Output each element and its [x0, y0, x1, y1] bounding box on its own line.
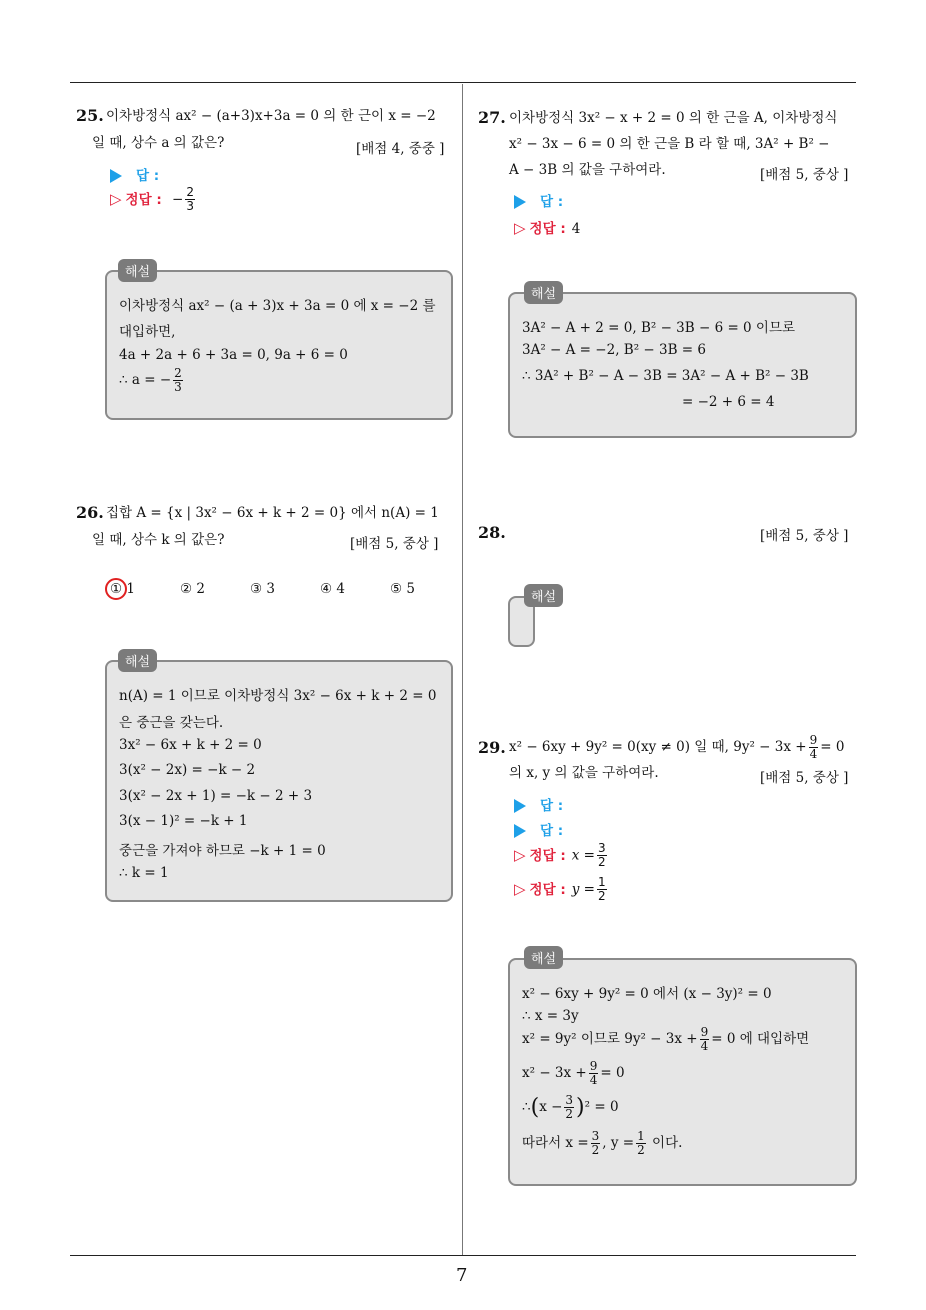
q25-solution-box	[105, 270, 453, 420]
q25-text-line2: 일 때, 상수 a 의 값은?	[92, 135, 225, 151]
correct-label: 정답 :	[529, 847, 566, 864]
q25-text-line1: 이차방정식 ax² − (a+3)x+3a = 0 의 한 근이 x = −2	[106, 108, 436, 124]
q26-sol-line2: 은 중근을 갖는다.	[119, 715, 224, 731]
q26-choice-1[interactable]: ① 1	[110, 581, 135, 597]
q27-points: [배점 5, 중상 ]	[760, 167, 849, 183]
q29-text-line2: 의 x, y 의 값을 구하여라.	[509, 765, 659, 781]
q26-text-line1: 집합 A = {x | 3x² − 6x + k + 2 = 0} 에서 n(A) = 1	[106, 505, 439, 521]
q29-sol-line2: ∴ x = 3y	[522, 1008, 579, 1024]
q26-sol-line5: 3(x² − 2x + 1) = −k − 2 + 3	[119, 788, 313, 804]
q29-correct-row-1: ▷ 정답 : x = $\frac{3}{2}$	[514, 841, 606, 869]
q29-points: [배점 5, 중상 ]	[760, 770, 849, 786]
q27-correct-row	[514, 217, 580, 237]
q25-points: [배점 4, 중중 ]	[356, 141, 445, 157]
q25-sol-line2: 대입하면,	[119, 324, 176, 340]
q29-answer-row-2	[514, 819, 563, 839]
q25-sol-line3: 4a + 2a + 6 + 3a = 0, 9a + 6 = 0	[119, 347, 348, 363]
q26-sol-line8: ∴ k = 1	[119, 865, 169, 881]
q27-number: 27.	[478, 108, 506, 127]
q27-text-line2: x² − 3x − 6 = 0 의 한 근을 B 라 할 때, 3A² + B² −	[509, 136, 830, 152]
q29-sol-line6: 따라서 x = $\frac{3}{2}$ , y = $\frac{1}{2}$ 이다.	[522, 1129, 683, 1157]
top-rule	[70, 82, 856, 83]
answer-label: 답 :	[540, 194, 564, 210]
q29-solution-title: 해설	[524, 946, 563, 969]
q27-answer-row	[514, 190, 563, 210]
q29-sol-line4: x² − 3x + $\frac{9}{4}$ = 0	[522, 1059, 625, 1087]
q26-choice-4[interactable]: ④ 4	[320, 581, 345, 597]
q26-solution-title: 해설	[118, 649, 157, 672]
q29-text-line1: x² − 6xy + 9y² = 0(xy ≠ 0) 일 때, 9y² − 3x + $\frac{9}{4}$ = 0	[509, 733, 845, 761]
q26-text-line2: 일 때, 상수 k 의 값은?	[92, 532, 225, 548]
q26-sol-line1: n(A) = 1 이므로 이차방정식 3x² − 6x + k + 2 = 0	[119, 688, 437, 704]
q26-choice-2[interactable]: ② 2	[180, 581, 205, 597]
q29-solution-box	[508, 958, 857, 1186]
q29-correct-row-2: ▷ 정답 : y = $\frac{1}{2}$	[514, 875, 606, 903]
play-icon	[514, 195, 526, 209]
page-number: 7	[456, 1265, 468, 1286]
q27-solution-box	[508, 292, 857, 438]
correct-label: 정답 :	[529, 221, 566, 237]
q28-solution-title: 해설	[524, 584, 563, 607]
column-divider	[462, 84, 463, 1256]
q27-correct-value: 4	[571, 221, 581, 237]
outline-triangle-icon: ▷	[110, 189, 122, 208]
q27-sol-line3: ∴ 3A² + B² − A − 3B = 3A² − A + B² − 3B	[522, 368, 809, 384]
q25-sol-line4: ∴ a = − $\frac{2}{3}$	[119, 366, 182, 394]
q27-text-line3: A − 3B 의 값을 구하여라.	[509, 162, 666, 178]
q25-number: 25.	[76, 106, 104, 125]
q28-points: [배점 5, 중상 ]	[760, 528, 849, 544]
correct-label: 정답 :	[125, 191, 162, 208]
q26-sol-line3: 3x² − 6x + k + 2 = 0	[119, 737, 262, 753]
q25-correct-row	[110, 186, 197, 213]
correct-label: 정답 :	[529, 881, 566, 898]
q26-choice-5[interactable]: ⑤ 5	[390, 581, 415, 597]
q26-points: [배점 5, 중상 ]	[350, 536, 439, 552]
q29-number: 29.	[478, 738, 506, 757]
answer-label: 답 :	[540, 823, 564, 839]
answer-label: 답 :	[540, 798, 564, 814]
q29-sol-line1: x² − 6xy + 9y² = 0 에서 (x − 3y)² = 0	[522, 986, 772, 1002]
play-icon	[514, 824, 526, 838]
q26-choice-3[interactable]: ③ 3	[250, 581, 275, 597]
q29-answer-row-1	[514, 794, 563, 814]
q25-answer-row	[110, 164, 159, 184]
q29-sol-line3: x² = 9y² 이므로 9y² − 3x + $\frac{9}{4}$ = 0 에 대입하면	[522, 1025, 810, 1053]
q28-number: 28.	[478, 523, 506, 542]
play-icon	[514, 799, 526, 813]
q25-correct-fraction: $\frac{2}{3}$	[186, 185, 194, 213]
q26-sol-line7: 중근을 가져야 하므로 −k + 1 = 0	[119, 843, 326, 859]
play-icon	[110, 169, 122, 183]
q27-sol-line4: = −2 + 6 = 4	[682, 394, 775, 410]
q26-sol-line4: 3(x² − 2x) = −k − 2	[119, 762, 256, 778]
q27-text-line1: 이차방정식 3x² − x + 2 = 0 의 한 근을 A, 이차방정식	[509, 110, 838, 126]
q25-sol-line1: 이차방정식 ax² − (a + 3)x + 3a = 0 에 x = −2 를	[119, 298, 436, 314]
q27-sol-line1: 3A² − A + 2 = 0, B² − 3B − 6 = 0 이므로	[522, 320, 796, 336]
q25-solution-title: 해설	[118, 259, 157, 282]
bottom-rule	[70, 1255, 856, 1256]
q26-sol-line6: 3(x − 1)² = −k + 1	[119, 813, 248, 829]
q25-correct-sign: −	[172, 191, 184, 208]
q27-solution-title: 해설	[524, 281, 563, 304]
answer-label: 답 :	[136, 168, 160, 184]
q26-number: 26.	[76, 503, 104, 522]
q27-sol-line2: 3A² − A = −2, B² − 3B = 6	[522, 342, 706, 358]
outline-triangle-icon: ▷	[514, 845, 526, 864]
outline-triangle-icon: ▷	[514, 219, 526, 237]
outline-triangle-icon: ▷	[514, 879, 526, 898]
q29-sol-line5: ∴(x − $\frac{3}{2}$ )² = 0	[522, 1093, 619, 1121]
q26-solution-box	[105, 660, 453, 902]
